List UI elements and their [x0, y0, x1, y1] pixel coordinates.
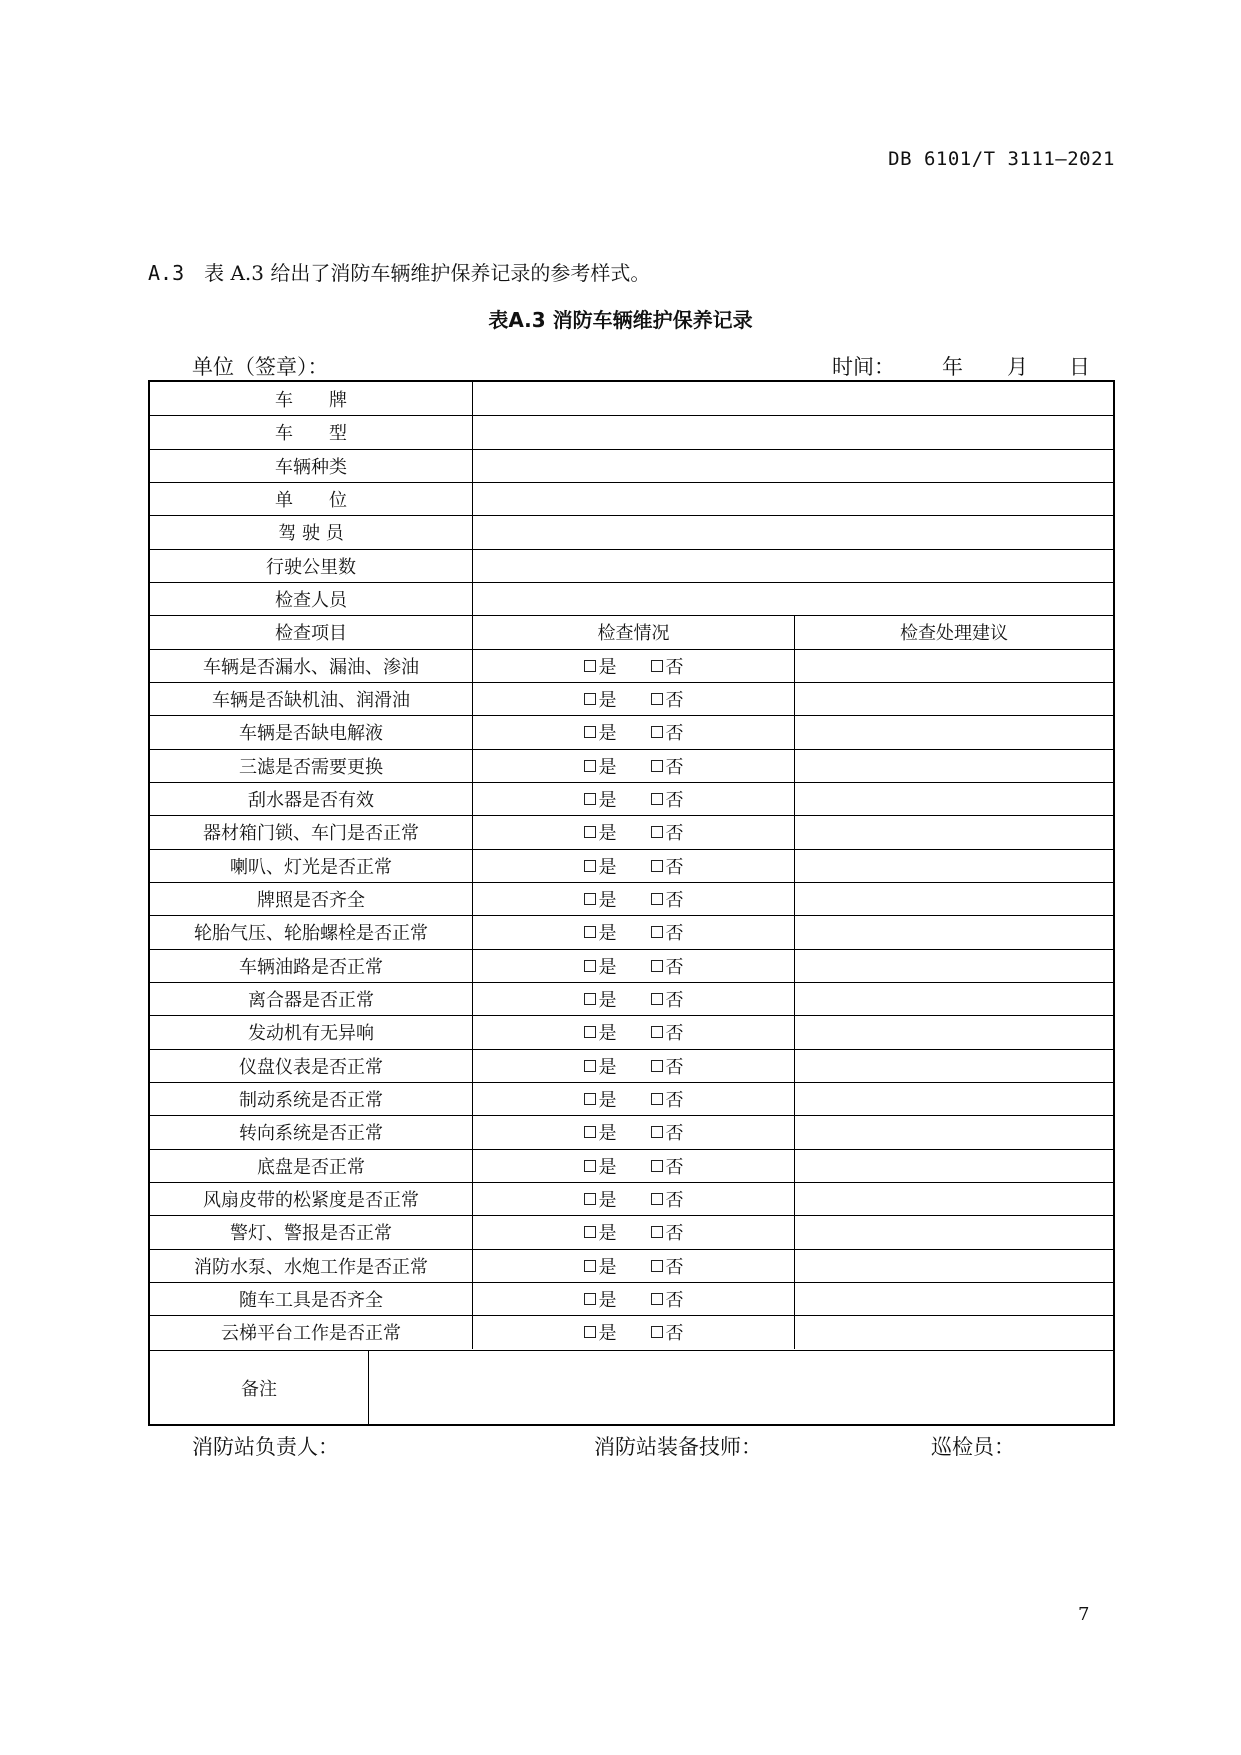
- checkbox-square-icon: [584, 1160, 596, 1172]
- check-item-row: [150, 815, 1113, 848]
- check-item-row: [150, 1049, 1113, 1082]
- checkbox-square-icon: [584, 893, 596, 905]
- yes-label: 是: [598, 1323, 617, 1345]
- equipment-tech-signature: 消防站装备技师：: [594, 1435, 762, 1459]
- no-checkbox[interactable]: [651, 1253, 684, 1279]
- no-checkbox[interactable]: [651, 1286, 684, 1312]
- no-label: 否: [665, 856, 684, 878]
- yes-label: 是: [598, 956, 617, 978]
- check-item-label: 仪盘仪表是否正常: [239, 1056, 383, 1078]
- suggestion-cell[interactable]: [794, 1116, 1113, 1148]
- suggestion-cell[interactable]: [794, 916, 1113, 948]
- yes-label: 是: [598, 790, 617, 812]
- yes-checkbox[interactable]: [584, 1153, 617, 1179]
- check-item-row: [150, 682, 1113, 715]
- table-title: 表A.3 消防车辆维护保养记录: [488, 308, 753, 332]
- check-item-label: 云梯平台工作是否正常: [221, 1323, 401, 1345]
- check-item-row: [150, 715, 1113, 748]
- checkbox-square-icon: [651, 1293, 663, 1305]
- check-item-row: [150, 1082, 1113, 1115]
- no-checkbox[interactable]: [651, 1219, 684, 1245]
- check-item-label: 牌照是否齐全: [257, 890, 365, 912]
- no-label: 否: [665, 1256, 684, 1278]
- check-status-cell: [472, 1283, 794, 1315]
- yes-checkbox[interactable]: [584, 1253, 617, 1279]
- suggestion-cell[interactable]: [794, 1083, 1113, 1115]
- checkbox-square-icon: [584, 660, 596, 672]
- no-checkbox[interactable]: [651, 719, 684, 745]
- yes-label: 是: [598, 990, 617, 1012]
- checkbox-square-icon: [651, 693, 663, 705]
- station-head-signature: 消防站负责人：: [192, 1435, 339, 1459]
- checkbox-square-icon: [584, 1026, 596, 1038]
- check-item-row: [150, 1015, 1113, 1048]
- info-row: [150, 482, 1113, 515]
- info-row: [150, 415, 1113, 448]
- check-item-row: [150, 749, 1113, 782]
- no-label: 否: [665, 690, 684, 712]
- time-label: 时间：: [832, 355, 895, 379]
- check-item-label: 车辆是否漏水、漏油、渗油: [203, 656, 419, 678]
- checkbox-square-icon: [651, 1193, 663, 1205]
- yes-label: 是: [598, 923, 617, 945]
- yes-label: 是: [598, 823, 617, 845]
- column-header-suggestion: 检查处理建议: [794, 616, 1113, 648]
- check-status-cell: [472, 850, 794, 882]
- checkbox-square-icon: [651, 1060, 663, 1072]
- check-item-label: 随车工具是否齐全: [239, 1290, 383, 1312]
- check-status-cell: [472, 1183, 794, 1215]
- checkbox-square-icon: [584, 1060, 596, 1072]
- check-status-cell: [472, 716, 794, 748]
- check-item-label: 底盘是否正常: [257, 1156, 365, 1178]
- checkbox-square-icon: [651, 860, 663, 872]
- no-label: 否: [665, 1056, 684, 1078]
- no-label: 否: [665, 956, 684, 978]
- check-item-label: 警灯、警报是否正常: [230, 1223, 392, 1245]
- check-status-cell: [472, 783, 794, 815]
- check-item-row: [150, 915, 1113, 948]
- checkbox-square-icon: [651, 793, 663, 805]
- page-number: 7: [1078, 1604, 1090, 1625]
- suggestion-cell[interactable]: [794, 1016, 1113, 1048]
- checkbox-square-icon: [651, 1093, 663, 1105]
- check-item-row: [150, 882, 1113, 915]
- no-checkbox[interactable]: [651, 1053, 684, 1079]
- checkbox-square-icon: [651, 926, 663, 938]
- checkbox-square-icon: [651, 826, 663, 838]
- no-label: 否: [665, 1123, 684, 1145]
- check-status-cell: [472, 983, 794, 1015]
- remarks-label: 备注: [241, 1378, 277, 1400]
- info-label: 车 型: [275, 423, 347, 445]
- yes-checkbox[interactable]: [584, 853, 617, 879]
- check-item-label: 消防水泵、水炮工作是否正常: [194, 1256, 428, 1278]
- yes-label: 是: [598, 1123, 617, 1145]
- no-checkbox[interactable]: [651, 653, 684, 679]
- no-checkbox[interactable]: [651, 1153, 684, 1179]
- info-label: 检查人员: [275, 590, 347, 612]
- check-status-cell: [472, 650, 794, 682]
- yes-label: 是: [598, 1056, 617, 1078]
- info-value[interactable]: [472, 483, 1113, 515]
- info-row: [150, 549, 1113, 582]
- yes-label: 是: [598, 1190, 617, 1212]
- suggestion-cell[interactable]: [794, 683, 1113, 715]
- column-header-row: [150, 615, 1113, 648]
- yes-checkbox[interactable]: [584, 1119, 617, 1145]
- clause-text: 表 A.3 给出了消防车辆维护保养记录的参考样式。: [204, 261, 651, 285]
- check-status-cell: [472, 950, 794, 982]
- no-checkbox[interactable]: [651, 1186, 684, 1212]
- check-status-cell: [472, 1316, 794, 1348]
- suggestion-cell[interactable]: [794, 750, 1113, 782]
- check-status-cell: [472, 1216, 794, 1248]
- no-label: 否: [665, 1223, 684, 1245]
- info-value[interactable]: [472, 516, 1113, 548]
- checkbox-square-icon: [651, 893, 663, 905]
- yes-checkbox[interactable]: [584, 653, 617, 679]
- no-checkbox[interactable]: [651, 886, 684, 912]
- checkbox-square-icon: [584, 1093, 596, 1105]
- check-item-row: [150, 949, 1113, 982]
- check-item-label: 器材箱门锁、车门是否正常: [203, 823, 419, 845]
- no-label: 否: [665, 723, 684, 745]
- no-checkbox[interactable]: [651, 1019, 684, 1045]
- maintenance-record-table: [148, 380, 1115, 1426]
- check-status-cell: [472, 683, 794, 715]
- check-item-label: 发动机有无异响: [248, 1023, 374, 1045]
- clause-number: A.3: [148, 261, 185, 285]
- no-label: 否: [665, 823, 684, 845]
- info-row: [150, 449, 1113, 482]
- check-item-row: [150, 982, 1113, 1015]
- no-checkbox[interactable]: [651, 986, 684, 1012]
- no-label: 否: [665, 756, 684, 778]
- info-label: 行驶公里数: [266, 556, 356, 578]
- info-value[interactable]: [472, 583, 1113, 615]
- no-label: 否: [665, 1290, 684, 1312]
- no-label: 否: [665, 1156, 684, 1178]
- yes-label: 是: [598, 1090, 617, 1112]
- no-checkbox[interactable]: [651, 686, 684, 712]
- yes-label: 是: [598, 690, 617, 712]
- checkbox-square-icon: [584, 693, 596, 705]
- checkbox-square-icon: [651, 1126, 663, 1138]
- inspector-signature: 巡检员：: [931, 1435, 1015, 1459]
- yes-checkbox[interactable]: [584, 1319, 617, 1345]
- yes-label: 是: [598, 1256, 617, 1278]
- month-label: 月: [1007, 355, 1028, 379]
- year-label: 年: [942, 355, 963, 379]
- yes-label: 是: [598, 656, 617, 678]
- yes-label: 是: [598, 723, 617, 745]
- no-checkbox[interactable]: [651, 1086, 684, 1112]
- checkbox-square-icon: [584, 926, 596, 938]
- no-checkbox[interactable]: [651, 853, 684, 879]
- check-item-row: [150, 782, 1113, 815]
- check-item-row: [150, 1282, 1113, 1315]
- checkbox-square-icon: [584, 726, 596, 738]
- standard-code: DB 6101/T 3111—2021: [888, 148, 1115, 170]
- check-item-row: [150, 649, 1113, 682]
- checkbox-square-icon: [651, 1326, 663, 1338]
- yes-checkbox[interactable]: [584, 953, 617, 979]
- remarks-value[interactable]: [368, 1351, 1113, 1424]
- check-status-cell: [472, 883, 794, 915]
- clause-a3: [148, 257, 650, 286]
- yes-label: 是: [598, 756, 617, 778]
- check-status-cell: [472, 916, 794, 948]
- no-checkbox[interactable]: [651, 819, 684, 845]
- suggestion-cell[interactable]: [794, 650, 1113, 682]
- no-checkbox[interactable]: [651, 753, 684, 779]
- remarks-row: [150, 1350, 1113, 1424]
- info-row: [150, 382, 1113, 415]
- info-label: 车辆种类: [275, 456, 347, 478]
- no-label: 否: [665, 790, 684, 812]
- no-label: 否: [665, 923, 684, 945]
- info-row: [150, 582, 1113, 615]
- check-item-label: 车辆是否缺机油、润滑油: [212, 690, 410, 712]
- check-item-label: 刮水器是否有效: [248, 790, 374, 812]
- column-header-item: 检查项目: [275, 623, 347, 645]
- yes-checkbox[interactable]: [584, 1019, 617, 1045]
- suggestion-cell[interactable]: [794, 783, 1113, 815]
- yes-checkbox[interactable]: [584, 1086, 617, 1112]
- no-checkbox[interactable]: [651, 953, 684, 979]
- check-item-label: 风扇皮带的松紧度是否正常: [203, 1190, 419, 1212]
- checkbox-square-icon: [651, 993, 663, 1005]
- suggestion-cell[interactable]: [794, 1316, 1113, 1348]
- yes-checkbox[interactable]: [584, 819, 617, 845]
- checkbox-square-icon: [584, 860, 596, 872]
- check-item-label: 轮胎气压、轮胎螺栓是否正常: [194, 923, 428, 945]
- yes-checkbox[interactable]: [584, 753, 617, 779]
- yes-checkbox[interactable]: [584, 1186, 617, 1212]
- check-item-row: [150, 1249, 1113, 1282]
- check-item-row: [150, 849, 1113, 882]
- day-label: 日: [1069, 355, 1090, 379]
- checkbox-square-icon: [584, 1326, 596, 1338]
- check-status-cell: [472, 1150, 794, 1182]
- yes-checkbox[interactable]: [584, 986, 617, 1012]
- yes-label: 是: [598, 1223, 617, 1245]
- checkbox-square-icon: [651, 660, 663, 672]
- checkbox-square-icon: [651, 760, 663, 772]
- checkbox-square-icon: [584, 1293, 596, 1305]
- info-value[interactable]: [472, 382, 1113, 415]
- suggestion-cell[interactable]: [794, 1050, 1113, 1082]
- check-item-label: 车辆油路是否正常: [239, 956, 383, 978]
- no-label: 否: [665, 1023, 684, 1045]
- no-checkbox[interactable]: [651, 919, 684, 945]
- yes-label: 是: [598, 856, 617, 878]
- checkbox-square-icon: [651, 1260, 663, 1272]
- info-label: 单 位: [275, 490, 347, 512]
- check-item-label: 离合器是否正常: [248, 990, 374, 1012]
- check-item-row: [150, 1149, 1113, 1182]
- check-item-label: 转向系统是否正常: [239, 1123, 383, 1145]
- checkbox-square-icon: [584, 993, 596, 1005]
- unit-signature-label: 单位（签章）：: [192, 355, 329, 379]
- info-value[interactable]: [472, 550, 1113, 582]
- column-header-status: 检查情况: [472, 616, 794, 648]
- suggestion-cell[interactable]: [794, 1250, 1113, 1282]
- yes-checkbox[interactable]: [584, 1053, 617, 1079]
- check-status-cell: [472, 1116, 794, 1148]
- no-label: 否: [665, 1323, 684, 1345]
- no-label: 否: [665, 1190, 684, 1212]
- info-value[interactable]: [472, 416, 1113, 448]
- yes-checkbox[interactable]: [584, 686, 617, 712]
- check-item-label: 制动系统是否正常: [239, 1090, 383, 1112]
- check-item-label: 三滤是否需要更换: [239, 756, 383, 778]
- suggestion-cell[interactable]: [794, 883, 1113, 915]
- check-status-cell: [472, 816, 794, 848]
- checkbox-square-icon: [584, 1193, 596, 1205]
- check-status-cell: [472, 750, 794, 782]
- no-checkbox[interactable]: [651, 786, 684, 812]
- check-status-cell: [472, 1016, 794, 1048]
- yes-label: 是: [598, 1156, 617, 1178]
- checkbox-square-icon: [584, 1260, 596, 1272]
- checkbox-square-icon: [584, 793, 596, 805]
- yes-label: 是: [598, 1023, 617, 1045]
- check-item-row: [150, 1215, 1113, 1248]
- suggestion-cell[interactable]: [794, 850, 1113, 882]
- check-item-label: 车辆是否缺电解液: [239, 723, 383, 745]
- info-value[interactable]: [472, 450, 1113, 482]
- yes-checkbox[interactable]: [584, 1219, 617, 1245]
- no-checkbox[interactable]: [651, 1319, 684, 1345]
- yes-checkbox[interactable]: [584, 786, 617, 812]
- suggestion-cell[interactable]: [794, 816, 1113, 848]
- checkbox-square-icon: [651, 1160, 663, 1172]
- yes-checkbox[interactable]: [584, 919, 617, 945]
- info-row: [150, 515, 1113, 548]
- suggestion-cell[interactable]: [794, 1283, 1113, 1315]
- yes-checkbox[interactable]: [584, 719, 617, 745]
- info-label: 车 牌: [275, 389, 347, 411]
- no-label: 否: [665, 656, 684, 678]
- check-status-cell: [472, 1250, 794, 1282]
- check-item-label: 喇叭、灯光是否正常: [230, 856, 392, 878]
- suggestion-cell[interactable]: [794, 1150, 1113, 1182]
- check-item-row: [150, 1115, 1113, 1148]
- yes-label: 是: [598, 1290, 617, 1312]
- checkbox-square-icon: [651, 1026, 663, 1038]
- no-label: 否: [665, 890, 684, 912]
- suggestion-cell[interactable]: [794, 950, 1113, 982]
- checkbox-square-icon: [651, 960, 663, 972]
- suggestion-cell[interactable]: [794, 716, 1113, 748]
- check-item-row: [150, 1315, 1113, 1348]
- yes-checkbox[interactable]: [584, 886, 617, 912]
- suggestion-cell[interactable]: [794, 1216, 1113, 1248]
- yes-checkbox[interactable]: [584, 1286, 617, 1312]
- checkbox-square-icon: [584, 826, 596, 838]
- checkbox-square-icon: [584, 960, 596, 972]
- yes-label: 是: [598, 890, 617, 912]
- checkbox-square-icon: [651, 726, 663, 738]
- suggestion-cell[interactable]: [794, 1183, 1113, 1215]
- no-checkbox[interactable]: [651, 1119, 684, 1145]
- no-label: 否: [665, 1090, 684, 1112]
- checkbox-square-icon: [651, 1226, 663, 1238]
- checkbox-square-icon: [584, 760, 596, 772]
- check-status-cell: [472, 1083, 794, 1115]
- check-status-cell: [472, 1050, 794, 1082]
- checkbox-square-icon: [584, 1126, 596, 1138]
- checkbox-square-icon: [584, 1226, 596, 1238]
- check-item-row: [150, 1182, 1113, 1215]
- suggestion-cell[interactable]: [794, 983, 1113, 1015]
- no-label: 否: [665, 990, 684, 1012]
- info-label: 驾 驶 员: [278, 523, 344, 545]
